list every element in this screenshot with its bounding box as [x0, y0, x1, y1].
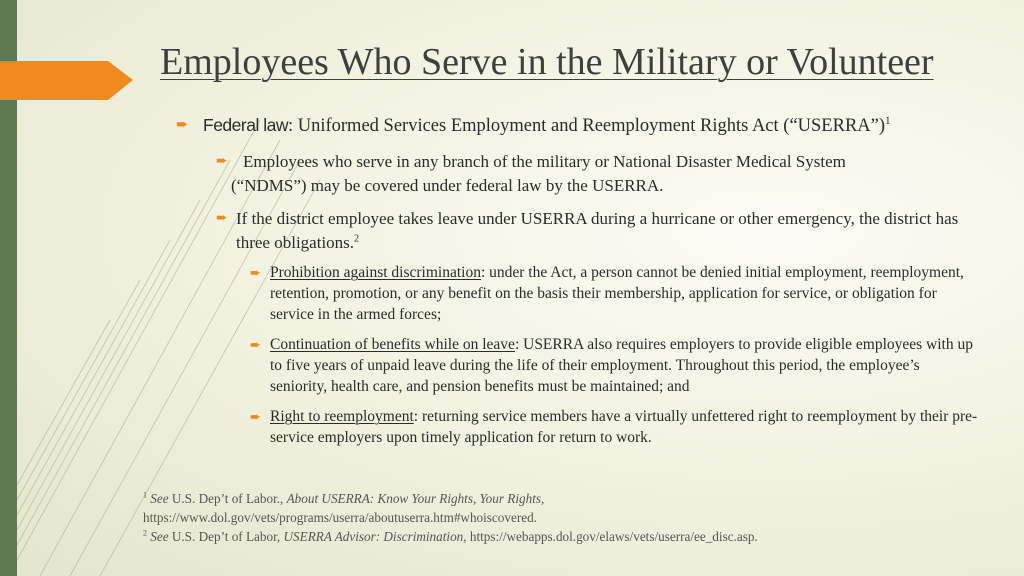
footnotes	[143, 489, 903, 546]
bullet-federal-law	[176, 112, 996, 139]
footnote-1-comma: ,	[541, 491, 545, 506]
sub-item-prohibition	[250, 262, 980, 325]
footnote-ref-2: 2	[354, 233, 360, 245]
footnote-1-see: See	[150, 491, 169, 506]
employees-covered-line1: Employees who serve in any branch of the military or National Disaster Medical System	[243, 152, 846, 171]
employees-covered-line2: (“NDMS”) may be covered under federal law by the USERRA.	[231, 176, 664, 195]
bullet-employees-covered	[216, 150, 986, 198]
arrow-bullet-icon: ➨	[176, 117, 189, 133]
footnote-1	[143, 489, 903, 508]
footnote-2	[143, 527, 903, 546]
page-title: Employees Who Serve in the Military or Volunteer	[160, 41, 934, 83]
footnote-2-title: USERRA Advisor: Discrimination	[283, 529, 464, 544]
arrow-bullet-icon: ➨	[250, 337, 261, 352]
federal-law-text: Uniformed Services Employment and Reemployment Rights Act (“USERRA”)	[293, 116, 886, 136]
sub-item-continuation	[250, 334, 980, 397]
orange-arrow-shape	[0, 61, 133, 100]
footnote-2-url[interactable]: , https://webapps.dol.gov/elaws/vets/userra/ee_disc.asp.	[463, 529, 758, 544]
arrow-bullet-icon: ➨	[216, 211, 228, 226]
footnote-1-source: U.S. Dep’t of Labor.,	[168, 491, 287, 506]
footnote-1-url[interactable]: https://www.dol.gov/vets/programs/userra/aboutuserra.htm#whoiscovered.	[143, 510, 537, 525]
federal-law-colon: :	[287, 116, 294, 136]
three-obligations-text: If the district employee takes leave under USERRA during a hurricane or other emergency, the district has three obligations.	[236, 209, 959, 252]
footnote-2-source: U.S. Dep’t of Labor,	[168, 529, 284, 544]
arrow-bullet-icon: ➨	[216, 154, 228, 169]
footnote-2-number: 2	[143, 528, 147, 538]
reemployment-label: Right to reemployment	[270, 408, 414, 425]
side-bar	[0, 0, 17, 576]
footnote-2-see: See	[150, 529, 169, 544]
federal-law-label: Federal law	[203, 115, 288, 135]
prohibition-label: Prohibition against discrimination	[270, 264, 481, 281]
footnote-1-number: 1	[143, 490, 147, 500]
footnote-ref-1: 1	[885, 114, 891, 127]
arrow-bullet-icon: ➨	[250, 409, 261, 424]
sub-item-reemployment	[250, 406, 980, 448]
arrow-bullet-icon: ➨	[250, 265, 261, 280]
continuation-text: : USERRA also requires employers to provide eligible employees with up to five years of unpaid leave during the life of their employment. Throughout this period, the employee’s seniority, health care, and pension benefits must be maintained; and	[270, 336, 973, 395]
continuation-label: Continuation of benefits while on leave	[270, 336, 515, 353]
footnote-1-title: About USERRA: Know Your Rights, Your Rights	[286, 491, 542, 506]
prohibition-text: : under the Act, a person cannot be denied initial employment, reemployment, retention, promotion, or any benefit on the basis their membership, application for service, or obligation for service in the armed forces;	[270, 264, 964, 323]
bullet-three-obligations	[216, 207, 976, 255]
reemployment-text: : returning service members have a virtually unfettered right to reemployment by their pre-service employers upon timely application for return to work.	[270, 408, 978, 446]
